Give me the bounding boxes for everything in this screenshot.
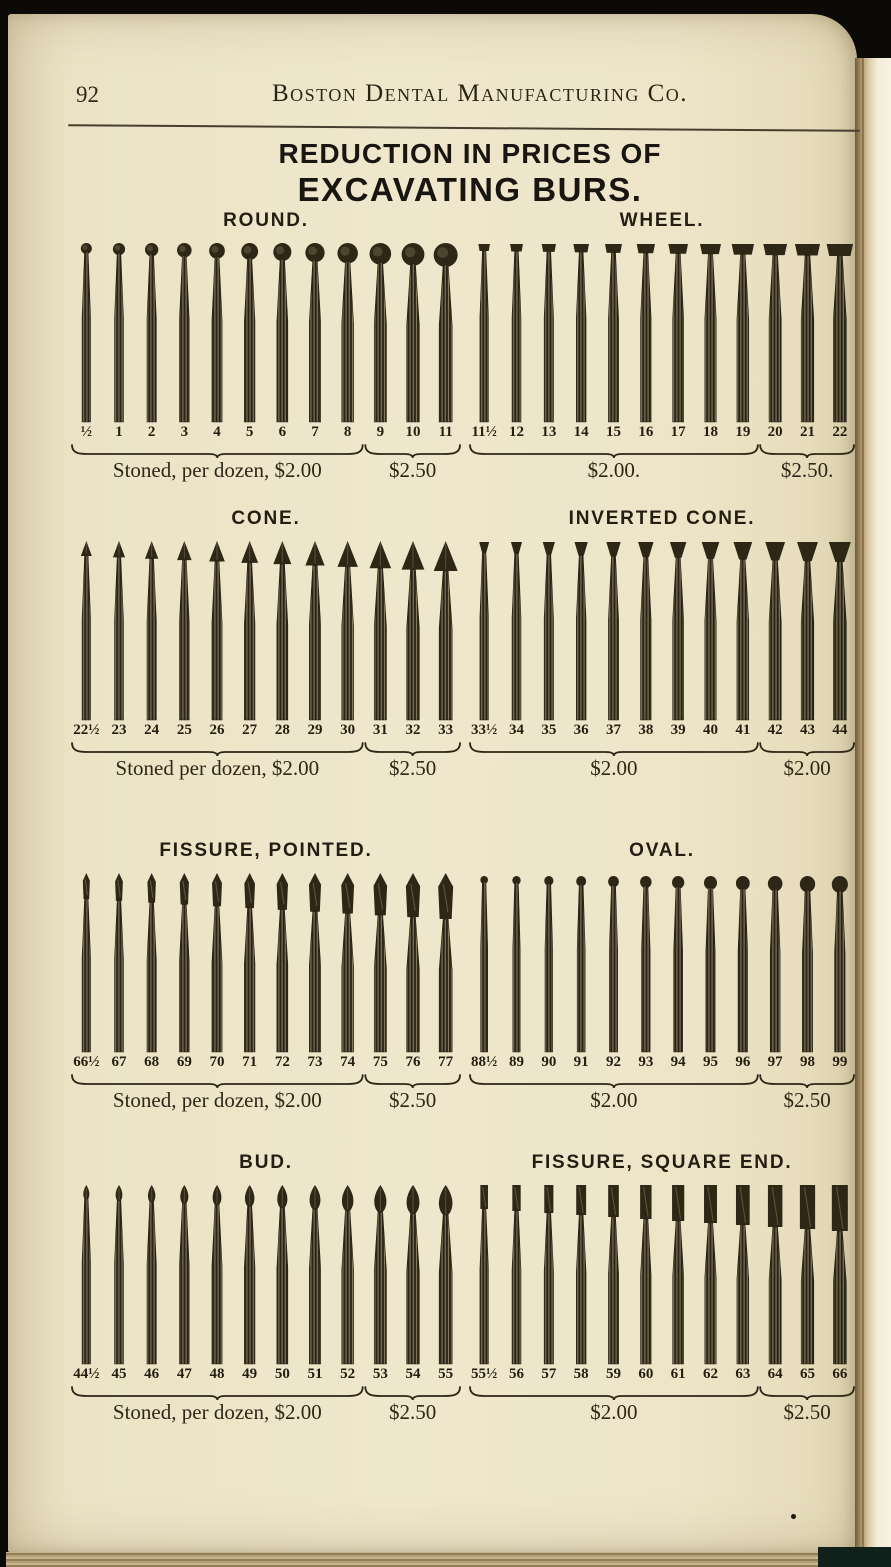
bur-number: 72 <box>274 1054 290 1070</box>
bur-number: 3 <box>180 424 189 440</box>
price-labels <box>468 756 856 784</box>
cone-burs-illustration <box>70 534 462 722</box>
bur-figure <box>468 236 856 424</box>
underbrace-figure <box>70 1385 462 1401</box>
bur-number: 52 <box>340 1366 356 1382</box>
bur-figure <box>70 534 462 722</box>
underbrace-icon <box>468 1385 856 1400</box>
section-oval <box>468 840 856 1118</box>
bur-number: 54 <box>405 1366 421 1382</box>
bur-number: 7 <box>311 424 319 440</box>
bur-number: 17 <box>670 424 686 440</box>
bur-number: 31 <box>372 722 388 738</box>
bur-number: 88½ <box>471 1054 498 1070</box>
price-label: $2.50 <box>783 1088 831 1112</box>
bur-number: 16 <box>638 424 654 440</box>
bur-number: 13 <box>541 424 557 440</box>
underbrace-figure <box>70 1073 462 1089</box>
bur-number: 65 <box>800 1366 815 1382</box>
bur-number: 69 <box>176 1054 192 1070</box>
page-bottom-edge <box>6 1552 857 1567</box>
section-title: ROUND. <box>223 210 309 231</box>
bur-number: 62 <box>703 1366 718 1382</box>
bur-number: 44 <box>832 722 848 738</box>
price-label: $2.50 <box>389 458 437 482</box>
price-label: $2.50 <box>783 1400 831 1424</box>
bur-number: 77 <box>438 1054 454 1070</box>
bur-number: 22 <box>832 424 848 440</box>
bur-figure <box>468 534 856 722</box>
bur-number: 11½ <box>471 424 497 440</box>
bur-number: 39 <box>670 722 686 738</box>
bur-number: 58 <box>573 1366 589 1382</box>
bur-number: 1 <box>115 424 123 440</box>
bur-number: 33 <box>438 722 454 738</box>
price-label: Stoned, per dozen, $2.00 <box>112 1400 322 1424</box>
bur-number: 98 <box>800 1054 815 1070</box>
inverted-cone-burs-illustration <box>468 534 856 722</box>
bur-number: 49 <box>242 1366 258 1382</box>
bur-figure <box>468 866 856 1054</box>
bur-figure <box>468 1178 856 1366</box>
bur-number: 21 <box>800 424 815 440</box>
bur-number: 26 <box>209 722 225 738</box>
bur-number: 45 <box>111 1366 127 1382</box>
bur-number: 60 <box>638 1366 654 1382</box>
ink-speck <box>791 1514 796 1519</box>
section-title: INVERTED CONE. <box>568 508 756 529</box>
price-label: Stoned, per dozen, $2.00 <box>112 1088 322 1112</box>
fissure-pointed-burs-illustration <box>70 866 462 1054</box>
price-label: $2.50. <box>780 458 834 482</box>
bur-numbers <box>468 1366 856 1384</box>
bur-number: 22½ <box>73 722 100 738</box>
bur-figure <box>70 866 462 1054</box>
bur-number: 95 <box>703 1054 718 1070</box>
bur-number: 46 <box>144 1366 160 1382</box>
underbrace-figure <box>468 741 856 757</box>
price-labels <box>70 1400 462 1428</box>
bur-number: 51 <box>307 1366 323 1382</box>
section-title: CONE. <box>231 508 301 529</box>
running-header: Boston Dental Manufacturing Co. <box>271 80 689 107</box>
bur-number: 90 <box>541 1054 557 1070</box>
section-fissure-square-end <box>468 1152 856 1430</box>
page-title-line2: EXCAVATING BURS. <box>297 171 643 208</box>
price-label: Stoned per dozen, $2.00 <box>115 756 320 780</box>
bur-number: 15 <box>606 424 621 440</box>
bur-number: 25 <box>176 722 192 738</box>
bur-number: 94 <box>670 1054 686 1070</box>
underbrace-icon <box>70 1385 462 1400</box>
price-label: $2.50 <box>389 756 437 780</box>
bur-number: 10 <box>405 424 421 440</box>
price-labels <box>70 756 462 784</box>
bur-number: 23 <box>111 722 127 738</box>
price-labels <box>468 458 856 486</box>
price-label: $2.00 <box>590 1088 638 1112</box>
price-labels <box>468 1400 856 1428</box>
price-label: $2.00 <box>590 756 638 780</box>
bur-number: 93 <box>638 1054 654 1070</box>
bur-number: 47 <box>176 1366 192 1382</box>
bur-numbers <box>468 424 856 442</box>
bur-number: 8 <box>343 424 352 440</box>
oval-burs-illustration <box>468 866 856 1054</box>
bur-number: 96 <box>735 1054 751 1070</box>
price-label: $2.50 <box>389 1088 437 1112</box>
bur-figure <box>70 1178 462 1366</box>
bur-number: 89 <box>509 1054 524 1070</box>
bur-number: 99 <box>832 1054 848 1070</box>
round-burs-illustration <box>70 236 462 424</box>
underbrace-icon <box>70 741 462 756</box>
bur-number: 30 <box>340 722 356 738</box>
bur-number: 55 <box>438 1366 454 1382</box>
bur-numbers <box>70 722 462 740</box>
section-title: FISSURE, POINTED. <box>159 840 373 861</box>
bur-numbers <box>70 1054 462 1072</box>
bur-number: 67 <box>111 1054 127 1070</box>
page-number: 92 <box>76 82 99 107</box>
bud-burs-illustration <box>70 1178 462 1366</box>
bur-number: 24 <box>144 722 160 738</box>
bur-number: 55½ <box>471 1366 498 1382</box>
bur-numbers <box>468 1054 856 1072</box>
bur-number: 27 <box>242 722 258 738</box>
bur-number: 33½ <box>471 722 498 738</box>
bur-numbers <box>468 722 856 740</box>
fissure-square-burs-illustration <box>468 1178 856 1366</box>
underbrace-icon <box>468 741 856 756</box>
bur-number: 36 <box>573 722 589 738</box>
price-labels <box>70 1088 462 1116</box>
bur-number: 20 <box>767 424 783 440</box>
bur-number: 70 <box>209 1054 225 1070</box>
bur-number: 2 <box>147 424 156 440</box>
bur-figure <box>70 236 462 424</box>
underbrace-icon <box>70 1073 462 1088</box>
bur-number: 32 <box>405 722 421 738</box>
page-title-line1: REDUCTION IN PRICES OF <box>278 138 662 169</box>
bur-number: 56 <box>509 1366 524 1382</box>
section-fissure-pointed <box>70 840 462 1118</box>
bur-number: 12 <box>509 424 524 440</box>
bur-number: 53 <box>372 1366 388 1382</box>
bur-number: 71 <box>242 1054 258 1070</box>
price-label: $2.00 <box>783 756 831 780</box>
section-wheel <box>468 210 856 488</box>
bur-number: 50 <box>274 1366 290 1382</box>
price-labels <box>468 1088 856 1116</box>
underbrace-figure <box>468 1073 856 1089</box>
bur-number: 97 <box>767 1054 783 1070</box>
price-labels <box>70 458 462 486</box>
underbrace-figure <box>70 443 462 459</box>
underbrace-icon <box>468 1073 856 1088</box>
bur-number: 68 <box>144 1054 160 1070</box>
bur-number: 29 <box>307 722 323 738</box>
bur-number: 74 <box>340 1054 356 1070</box>
bur-number: 18 <box>703 424 718 440</box>
bur-number: 9 <box>376 424 385 440</box>
underbrace-figure <box>468 443 856 459</box>
bur-number: 14 <box>573 424 589 440</box>
underbrace-figure <box>70 741 462 757</box>
section-bud <box>70 1152 462 1430</box>
bur-number: 35 <box>541 722 557 738</box>
section-title: FISSURE, SQUARE END. <box>531 1152 793 1173</box>
section-title: WHEEL. <box>619 210 705 231</box>
bur-number: 92 <box>606 1054 621 1070</box>
underbrace-figure <box>468 1385 856 1401</box>
bur-number: 19 <box>735 424 751 440</box>
section-inverted-cone <box>468 508 856 786</box>
bur-number: 41 <box>735 722 751 738</box>
price-label: $2.00. <box>587 458 641 482</box>
bur-number: 38 <box>638 722 654 738</box>
bur-number: 37 <box>606 722 621 738</box>
bur-number: 57 <box>541 1366 557 1382</box>
bur-number: 75 <box>372 1054 388 1070</box>
bur-number: 6 <box>278 424 287 440</box>
bur-number: 63 <box>735 1366 751 1382</box>
bur-numbers <box>70 424 462 442</box>
section-round <box>70 210 462 488</box>
bur-number: 34 <box>509 722 524 738</box>
bur-number: 64 <box>767 1366 783 1382</box>
bur-number: 5 <box>245 424 254 440</box>
page-fore-edge <box>855 58 891 1552</box>
bur-number: ½ <box>80 424 92 440</box>
price-label: $2.00 <box>590 1400 638 1424</box>
bur-number: 73 <box>307 1054 323 1070</box>
bur-number: 11 <box>438 424 453 440</box>
underbrace-icon <box>70 443 462 458</box>
bur-number: 91 <box>573 1054 589 1070</box>
price-label: $2.50 <box>389 1400 437 1424</box>
bur-number: 28 <box>274 722 290 738</box>
corner-shadow <box>818 1547 891 1567</box>
bur-number: 59 <box>606 1366 621 1382</box>
bur-number: 61 <box>670 1366 686 1382</box>
price-label: Stoned, per dozen, $2.00 <box>112 458 322 482</box>
section-cone <box>70 508 462 786</box>
bur-number: 76 <box>405 1054 421 1070</box>
section-title: BUD. <box>239 1152 293 1173</box>
bur-number: 48 <box>209 1366 225 1382</box>
section-title: OVAL. <box>629 840 695 861</box>
bur-number: 44½ <box>73 1366 100 1382</box>
underbrace-icon <box>468 443 856 458</box>
bur-number: 66½ <box>73 1054 100 1070</box>
bur-number: 43 <box>800 722 815 738</box>
bur-number: 42 <box>767 722 783 738</box>
bur-number: 66 <box>832 1366 848 1382</box>
wheel-burs-illustration <box>468 236 856 424</box>
bur-number: 4 <box>213 424 221 440</box>
bur-numbers <box>70 1366 462 1384</box>
bur-number: 40 <box>703 722 718 738</box>
